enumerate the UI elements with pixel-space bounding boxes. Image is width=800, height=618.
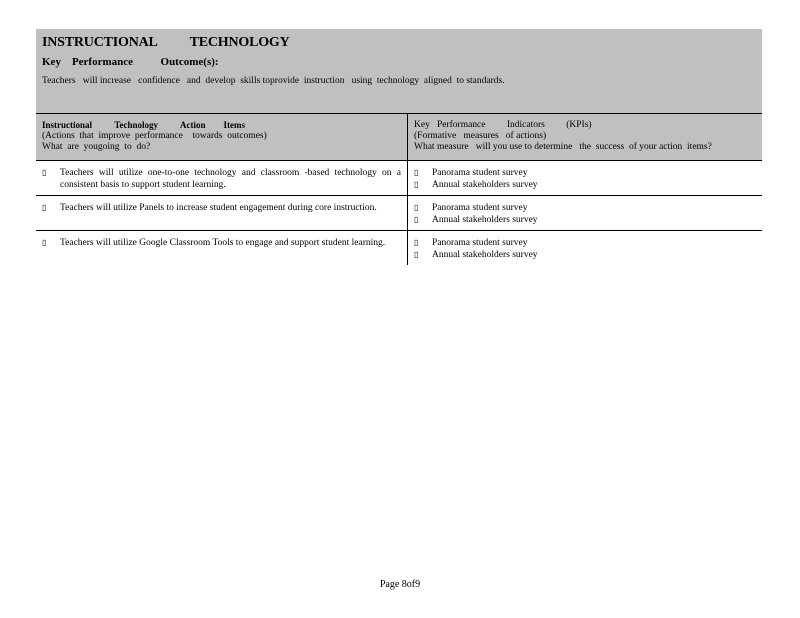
- header-line: (Actions that improve performance towards outcomes): [42, 131, 267, 141]
- bullet-icon: ▯: [414, 215, 419, 224]
- bullet-icon: ▯: [42, 238, 47, 247]
- kpi-cell: [408, 231, 762, 265]
- bullet-icon: ▯: [414, 180, 419, 189]
- kpi-cell: [408, 161, 762, 195]
- table-row: [36, 160, 762, 195]
- list-item: [414, 202, 756, 214]
- key-performance-outcome-text: Teachers will increase confidence and develop skills toprovide instruction using technology aligned to standards.: [42, 76, 505, 86]
- action-text: Teachers will utilize Panels to increase student engagement during core instruction.: [60, 203, 377, 213]
- kpi-text: Annual stakeholders survey: [432, 215, 538, 225]
- list-item: [414, 167, 756, 179]
- header-line: What measure will you use to determine the success of your action items?: [414, 142, 712, 152]
- list-item: [42, 237, 401, 249]
- list-item: [42, 202, 401, 214]
- header-line: Instructional Technology Action Items: [42, 120, 246, 130]
- action-cell: [36, 231, 408, 265]
- action-items-table: [36, 113, 762, 265]
- list-item: [42, 167, 401, 191]
- bullet-icon: ▯: [414, 203, 419, 212]
- action-items-header: [36, 114, 408, 160]
- bullet-icon: ▯: [414, 238, 419, 247]
- header-line: What are yougoing to do?: [42, 142, 151, 152]
- section-title: INSTRUCTIONAL TECHNOLOGY: [42, 35, 290, 50]
- key-performance-outcome-label: Key Performance Outcome(s):: [42, 56, 219, 68]
- kpi-text: Panorama student survey: [432, 238, 528, 248]
- kpi-text: Annual stakeholders survey: [432, 250, 538, 260]
- header-line: (Formative measures of actions): [414, 131, 547, 141]
- bullet-icon: ▯: [42, 168, 47, 177]
- action-text: Teachers will utilize one-to-one technology and classroom -based technology on a consistent basis to support student learning.: [60, 168, 401, 190]
- table-header: [36, 113, 762, 160]
- kpi-text: Panorama student survey: [432, 168, 528, 178]
- table-row: [36, 230, 762, 265]
- list-item: [414, 214, 756, 226]
- action-cell: [36, 196, 408, 230]
- header-line: Key Performance Indicators (KPIs): [414, 120, 592, 130]
- kpi-cell: [408, 196, 762, 230]
- bullet-icon: ▯: [42, 203, 47, 212]
- bullet-icon: ▯: [414, 250, 419, 259]
- list-item: [414, 237, 756, 249]
- list-item: [414, 179, 756, 191]
- list-item: [414, 249, 756, 261]
- action-text: Teachers will utilize Google Classroom Tools to engage and support student learning.: [60, 238, 386, 248]
- page-number: Page 8of9: [379, 579, 421, 590]
- kpi-header: [408, 114, 762, 160]
- header-section: [36, 29, 762, 113]
- kpi-text: Panorama student survey: [432, 203, 528, 213]
- action-cell: [36, 161, 408, 195]
- kpi-text: Annual stakeholders survey: [432, 180, 538, 190]
- bullet-icon: ▯: [414, 168, 419, 177]
- table-row: [36, 195, 762, 230]
